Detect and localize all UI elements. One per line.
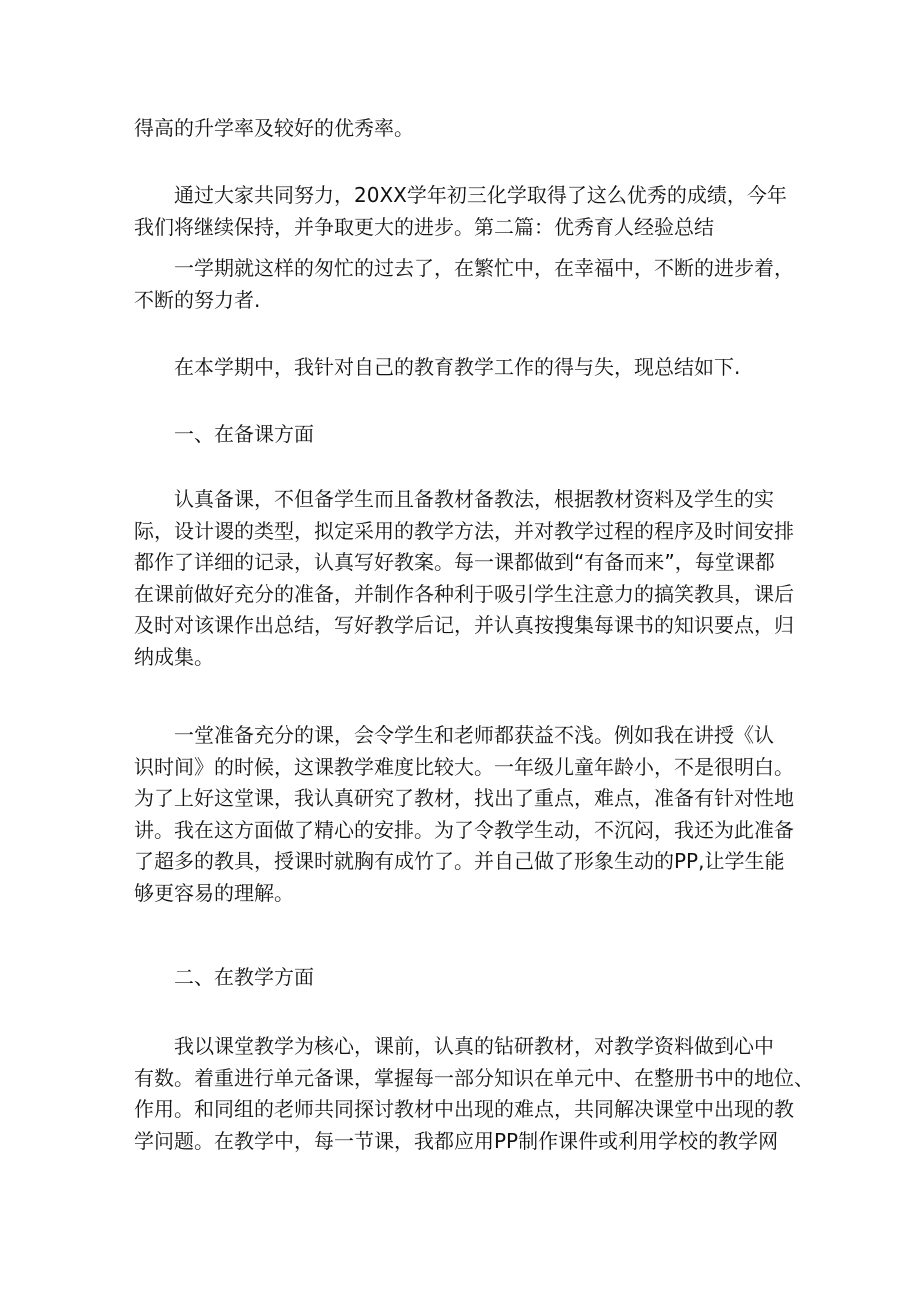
text-line: 不断的努力者. xyxy=(134,287,261,312)
text-line: 作用。和同组的老师共同探讨教材中出现的难点，共同解决课堂中出现的教 xyxy=(134,1097,794,1121)
text-line: 在本学期中，我针对自己的教育教学工作的得与失，现总结如下. xyxy=(174,355,741,379)
paragraph-teaching xyxy=(134,1031,814,1157)
text-line: 都作了详细的记录，认真写好教案。每一课都做到“有备而来”，每堂课都 xyxy=(134,550,775,574)
section-heading-teaching: 二、在教学方面 xyxy=(174,965,314,989)
text-line: 识时间》的时候，这课教学难度比较大。一年级儿童年龄小，不是很明白。 xyxy=(134,754,794,779)
text-line: 一学期就这样的匆忙的过去了，在繁忙中，在幸福中，不断的进步着， xyxy=(174,256,794,280)
section-heading-lesson-prep: 一、在备课方面 xyxy=(174,422,314,446)
text-line: 够更容易的理解。 xyxy=(134,880,294,905)
text-line: 通过大家共同努力，20XX学年初三化学取得了这么优秀的成绩，今年 xyxy=(174,183,787,207)
text-line: 一堂准备充分的课，会令学生和老师都获益不浅。例如我在讲授《认 xyxy=(174,723,774,747)
text-line: 在课前做好充分的准备，并制作各种利于吸引学生注意力的搞笑教具，课后 xyxy=(134,581,794,606)
text-line: 我以课堂教学为核心，课前，认真的钻研教材，对教学资料做到心中 xyxy=(174,1034,774,1058)
text-line: 讲。我在这方面做了精心的安排。为了令教学生动，不沉闷，我还为此准备 xyxy=(134,817,794,842)
text-line: 纳成集。 xyxy=(134,644,214,669)
text-line: 得高的升学率及较好的优秀率。 xyxy=(134,116,414,140)
text-line: 学问题。在教学中，每一节课，我都应用PP制作课件或利用学校的教学网 xyxy=(134,1128,779,1153)
paragraph-chemistry-results xyxy=(134,180,794,243)
paragraph-semester-intro xyxy=(134,253,794,316)
paragraph-lesson-prep xyxy=(134,484,794,673)
text-line: 认真备课，不但备学生而且备教材备教法，根据教材资料及学生的实 xyxy=(174,487,774,511)
paragraph-continuation xyxy=(134,113,794,145)
text-line: 有数。着重进行单元备课，掌握每一部分知识在单元中、在整册书中的地位、 xyxy=(134,1065,814,1090)
text-line: 为了上好这堂课，我认真研究了教材，找出了重点，难点，准备有针对性地 xyxy=(134,786,794,810)
paragraph-lesson-example xyxy=(134,720,794,909)
text-line: 际，设计谡的类型，拟定采用的教学方法，并对教学过程的程序及时间安排 xyxy=(134,518,794,543)
paragraph-summary-lead xyxy=(134,352,794,384)
text-line: 我们将继续保持，并争取更大的进步。第二篇：优秀育人经验总结 xyxy=(134,214,714,239)
text-line: 了超多的教具，授课时就胸有成竹了。并自己做了形象生动的PP,让学生能 xyxy=(134,849,785,873)
text-line: 及时对该课作出总结，写好教学后记，并认真按搜集每课书的知识要点，归 xyxy=(134,613,794,637)
